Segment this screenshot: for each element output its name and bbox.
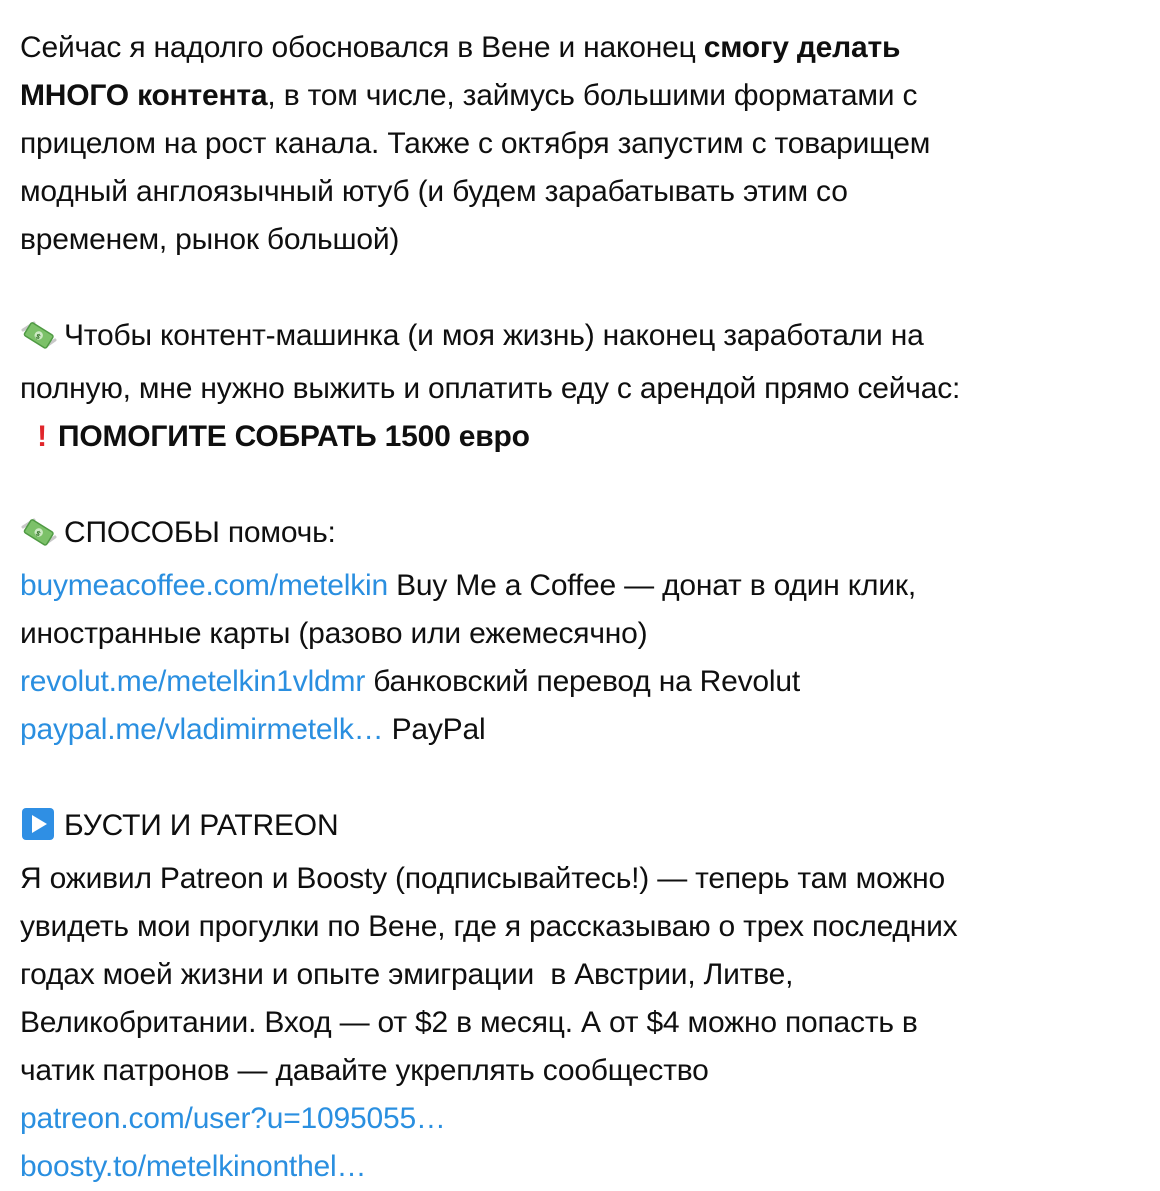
spacer <box>20 754 1150 802</box>
buymeacoffee-link[interactable]: buymeacoffee.com/metelkin <box>20 569 388 602</box>
paypal-desc: PayPal <box>383 713 486 746</box>
money-with-wings-icon <box>20 514 58 562</box>
buymeacoffee-line <box>20 562 1150 610</box>
patreon-link[interactable]: patreon.com/user?u=1095055… <box>20 1102 446 1135</box>
post-text <box>20 24 1150 1191</box>
intro-line-4: модный англоязычный ютуб (и будем зарабатывать этим со <box>20 175 848 208</box>
svg-text:$: $ <box>33 332 43 342</box>
intro-text: Сейчас я надолго обосновался в Вене и наконец <box>20 31 704 64</box>
boosty-line-4: Великобритании. Вход — от $2 в месяц. А от $4 можно попасть в <box>20 1006 918 1039</box>
intro-line-1 <box>20 24 1150 72</box>
exclamation-icon: ! <box>37 420 47 453</box>
intro-bold-2: МНОГО контента <box>20 79 268 112</box>
boosty-line-1: Я оживил Patreon и Boosty (подписывайтесь!) — теперь там можно <box>20 862 945 895</box>
buymeacoffee-desc: Buy Me a Coffee — донат в один клик, <box>387 569 916 602</box>
revolut-line <box>20 658 1150 706</box>
revolut-desc: банковский перевод на Revolut <box>365 665 800 698</box>
paypal-link[interactable]: paypal.me/vladimirmetelk… <box>20 713 384 746</box>
intro-bold-1: смогу делать <box>703 31 901 64</box>
paypal-line <box>20 706 1150 754</box>
appeal-alert-line <box>20 413 1150 461</box>
boosty-heading: БУСТИ И PATREON <box>64 809 339 842</box>
boosty-line-2: увидеть мои прогулки по Вене, где я рассказываю о трех последних <box>20 910 958 943</box>
boosty-line-5: чатик патронов — давайте укреплять сообщество <box>20 1054 709 1087</box>
ways-heading: СПОСОБЫ помочь: <box>64 516 336 549</box>
intro-text: , в том числе, займусь большими форматами с <box>267 79 918 112</box>
intro-line-3: прицелом на рост канала. Также с октября запустим с товарищем <box>20 127 931 160</box>
intro-line-5: временем, рынок большой) <box>20 223 400 256</box>
boosty-link-line <box>20 1143 1150 1191</box>
patreon-line <box>20 1095 1150 1143</box>
appeal-alert-text: ПОМОГИТЕ СОБРАТЬ 1500 евро <box>58 420 530 453</box>
ways-heading-line <box>20 509 1150 562</box>
revolut-link[interactable]: revolut.me/metelkin1vldmr <box>20 665 366 698</box>
intro-line-2 <box>20 72 1150 120</box>
money-with-wings-icon <box>20 317 58 365</box>
buymeacoffee-line-2: иностранные карты (разово или ежемесячно) <box>20 617 648 650</box>
spacer <box>20 264 1150 312</box>
boosty-line-3: годах моей жизни и опыте эмиграции в Австрии, Литве, <box>20 958 794 991</box>
boosty-heading-line <box>20 802 1150 855</box>
svg-text:$: $ <box>33 529 43 539</box>
boosty-link[interactable]: boosty.to/metelkinonthel… <box>20 1150 367 1183</box>
spacer <box>20 461 1150 509</box>
appeal-line-2: полную, мне нужно выжить и оплатить еду с арендой прямо сейчас: <box>20 372 961 405</box>
appeal-line-1 <box>20 312 1150 365</box>
play-button-icon <box>20 806 58 855</box>
appeal-text: Чтобы контент-машинка (и моя жизнь) наконец заработали на <box>64 319 924 352</box>
